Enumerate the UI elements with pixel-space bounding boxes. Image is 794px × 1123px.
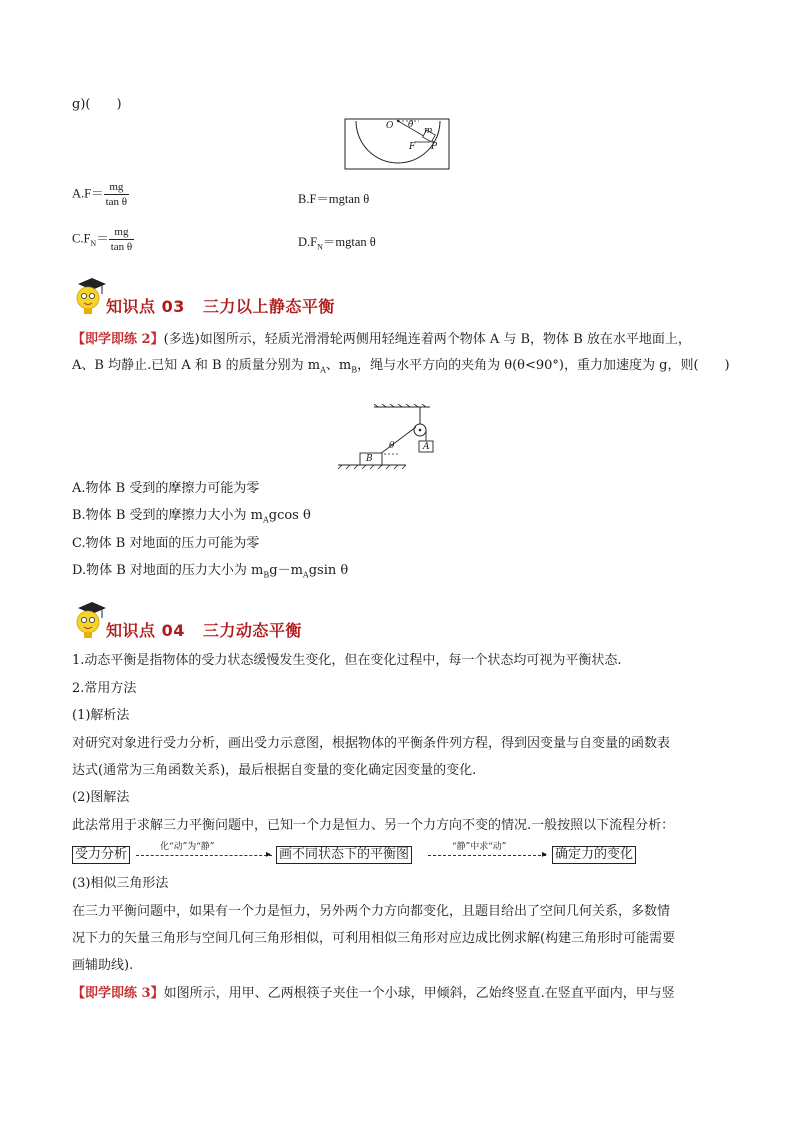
option-b[interactable]: B.F＝mgtan θ (298, 192, 370, 206)
option-c-denominator: tan θ (110, 241, 133, 253)
label-theta: θ (408, 120, 414, 130)
q2-line-2: A、B 均静止.已知 A 和 B 的质量分别为 $m_A$、$m_B$，绳与水平方向的夹角为 θ(θ<90°)，重力加速度为 g，则( ) (72, 358, 730, 375)
para-6: (2)图解法 (72, 790, 130, 805)
center-point (397, 120, 399, 122)
para-1: 1.动态平衡是指物体的受力状态缓慢发生变化，但在变化过程中，每一个状态均可视为平衡状态. (72, 653, 622, 668)
para-7: 此法常用于求解三力平衡问题中，已知一个力是恒力、另一个力方向不变的情况.一般按照以下流程分析： (72, 818, 675, 833)
scholar-icon (72, 276, 106, 318)
question-prefix: g)( ) (72, 97, 122, 112)
q2-option-d[interactable]: D.物体 B 对地面的压力大小为 $m_Bg-m_Agsin$ θ (72, 563, 349, 580)
q2-option-c[interactable]: C.物体 B 对地面的压力可能为零 (72, 536, 260, 551)
option-d[interactable] (298, 232, 376, 252)
label-b: B (366, 454, 373, 464)
option-c-label: C.F (72, 231, 91, 246)
option-c-eq: ＝ (96, 231, 109, 246)
pulley-figure (334, 404, 434, 470)
flow-box-balance-diagram: 画不同状态下的平衡图 (276, 846, 412, 864)
option-a-label: A.F＝ (72, 186, 104, 201)
label-p: P (431, 142, 438, 152)
label-f: F (409, 142, 416, 152)
label-m: m (424, 126, 433, 136)
option-a[interactable] (72, 180, 129, 209)
flow-arrow-label-1: 化“动”为“静” (160, 842, 215, 852)
option-a-numerator: mg (104, 180, 129, 195)
section-title-04: 知识点 04 三力动态平衡 (106, 621, 302, 640)
para-11: 画辅助线). (72, 958, 134, 973)
flow-arrow-label-2: “静”中求“动” (452, 842, 507, 852)
option-a-denominator: tan θ (105, 196, 128, 208)
q2-option-b[interactable]: B.物体 B 受到的摩擦力大小为 $m_Agcos$ θ (72, 508, 311, 525)
para-10: 况下力的矢量三角形与空间几何三角形相似，可利用相似三角形对应边成比例求解(构建三角形时可能需要 (72, 931, 676, 946)
para-8: (3)相似三角形法 (72, 876, 169, 891)
para-5: 达式(通常为三角函数关系)，最后根据自变量的变化确定因变量的变化. (72, 763, 477, 778)
flow-box-determine-change: 确定力的变化 (552, 846, 636, 864)
para-2: 2.常用方法 (72, 681, 137, 696)
q2-line-1 (72, 331, 691, 349)
q3-tag: 【即学即练 3】 (72, 986, 164, 1001)
q2-tag: 【即学即练 2】 (72, 332, 164, 347)
q2-text-1: (多选)如图所示，轻质光滑滑轮两侧用轻绳连着两个物体 A 与 B，物体 B 放在水平地面上， (163, 332, 691, 347)
label-theta-2: θ (389, 441, 395, 451)
para-9: 在三力平衡问题中，如果有一个力是恒力，另外两个力方向都变化，且题目给出了空间几何关系，多数情 (72, 904, 671, 919)
q2-option-a[interactable]: A.物体 B 受到的摩擦力可能为零 (72, 481, 260, 496)
arrow-head-icon: ▸ (266, 849, 272, 860)
option-c-sub: N (90, 238, 97, 248)
option-d-label: D.F (298, 235, 318, 249)
option-d-sub: N (317, 242, 323, 252)
para-4: 对研究对象进行受力分析，画出受力示意图，根据物体的平衡条件列方程，得到因变量与自变量的函数表 (72, 736, 671, 751)
label-o: O (386, 121, 394, 131)
flow-box-force-analysis: 受力分析 (72, 846, 130, 864)
label-a: A (423, 442, 430, 452)
q3-text: 如图所示，用甲、乙两根筷子夹住一个小球，甲倾斜，乙始终竖直.在竖直平面内，甲与竖 (163, 986, 675, 1001)
flow-arrow-1 (136, 855, 272, 856)
flow-arrow-2 (428, 855, 546, 856)
rope-to-b (380, 427, 416, 454)
arrow-head-icon: ▸ (542, 849, 548, 860)
option-c-numerator: mg (109, 225, 134, 240)
section-title-03: 知识点 03 三力以上静态平衡 (106, 297, 335, 316)
option-c[interactable] (72, 225, 134, 254)
para-3: (1)解析法 (72, 708, 130, 723)
option-d-rest: ＝mgtan θ (322, 235, 376, 249)
q3-line (72, 985, 675, 1003)
scholar-icon (72, 600, 106, 642)
